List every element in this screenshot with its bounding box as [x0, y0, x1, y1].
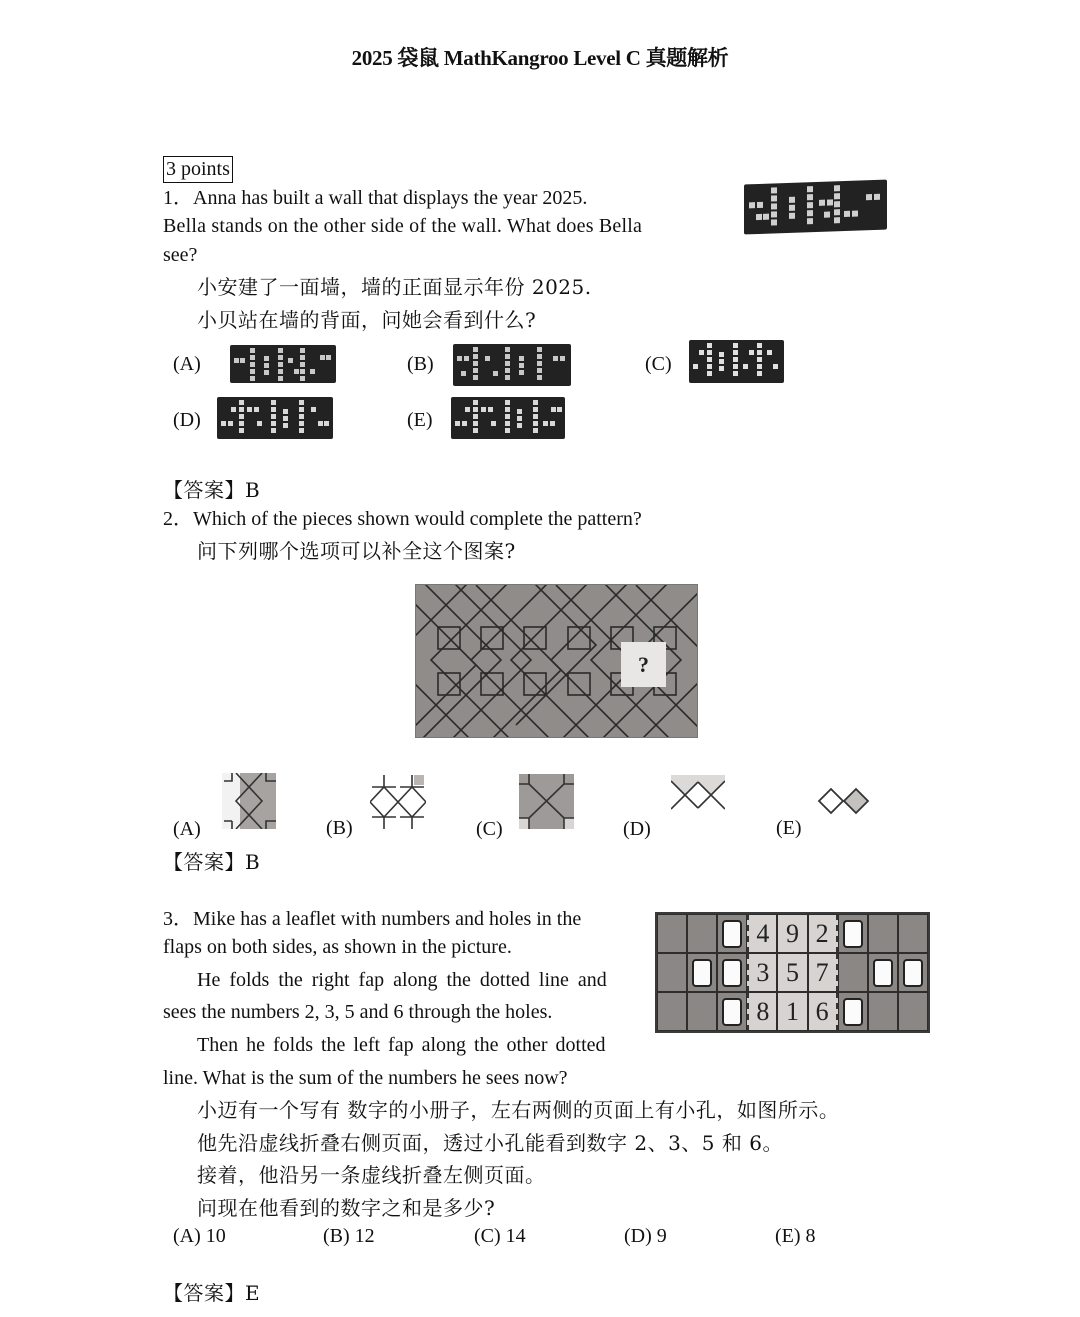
- q1-option-a-image[interactable]: [230, 345, 336, 383]
- leaflet-image: [655, 912, 930, 1033]
- page-title: 2025 袋鼠 MathKangroo Level C 真题解析: [351, 46, 729, 70]
- q3-text-line2: flaps on both sides, as shown in the picture.: [163, 936, 512, 958]
- hole-icon: [722, 920, 742, 948]
- wall-pattern-icon: [230, 345, 336, 383]
- wall-pattern-icon: [217, 397, 333, 439]
- number-cell: 4: [747, 914, 777, 953]
- hole-icon: [692, 959, 712, 987]
- q2-option-a-piece-icon[interactable]: [222, 773, 276, 829]
- q2-option-e-piece-icon[interactable]: [817, 787, 869, 815]
- flap-cell: [717, 992, 747, 1031]
- q1-option-c-image[interactable]: [689, 340, 784, 383]
- flap-cell: [838, 953, 868, 992]
- missing-piece-marker: ?: [621, 642, 666, 687]
- q3-option-b[interactable]: (B) 12: [323, 1225, 375, 1247]
- q3-answer: 【答案】E: [163, 1281, 261, 1305]
- q1-option-b-image[interactable]: [453, 344, 571, 386]
- q3-text-line3: He folds the right fap along the dotted line and: [197, 969, 607, 991]
- q2-option-c-label: (C): [476, 818, 503, 840]
- q3-option-d[interactable]: (D) 9: [624, 1225, 667, 1247]
- number-cell: 2: [808, 914, 838, 953]
- q2-cn-line1: 问下列哪个选项可以补全这个图案?: [197, 539, 516, 563]
- flap-cell: [868, 953, 898, 992]
- q1-text-line3: see?: [163, 244, 198, 266]
- q2-option-c-piece-icon[interactable]: [519, 774, 574, 829]
- wall-pattern-icon: [744, 180, 887, 235]
- q2-option-a-label: (A): [173, 818, 201, 840]
- flap-cell: [838, 914, 868, 953]
- q3-text-line4: sees the numbers 2, 3, 5 and 6 through the holes.: [163, 1001, 553, 1023]
- q3-cn-line3: 接着，他沿另一条虚线折叠左侧页面。: [197, 1163, 546, 1187]
- q2-text-line1: 2．Which of the pieces shown would complete the pattern?: [163, 508, 642, 530]
- number-cell: 5: [777, 953, 807, 992]
- hole-icon: [722, 998, 742, 1026]
- hole-icon: [722, 959, 742, 987]
- q1-option-d-image[interactable]: [217, 397, 333, 439]
- number-cell: 6: [808, 992, 838, 1031]
- points-badge: 3 points: [163, 156, 233, 183]
- q2-option-d-piece-icon[interactable]: [671, 775, 725, 815]
- q3-text-line6: line. What is the sum of the numbers he sees now?: [163, 1067, 568, 1089]
- q1-option-a-label: (A): [173, 353, 201, 375]
- number-cell: 1: [777, 992, 807, 1031]
- hole-icon: [843, 998, 863, 1026]
- hole-icon: [903, 959, 923, 987]
- flap-cell: [898, 914, 928, 953]
- q3-option-e[interactable]: (E) 8: [775, 1225, 816, 1247]
- hole-icon: [843, 920, 863, 948]
- q3-text-line1: 3．Mike has a leaflet with numbers and holes in the: [163, 908, 582, 930]
- q1-text-line1: 1．Anna has built a wall that displays the year 2025.: [163, 187, 588, 209]
- number-cell: 3: [747, 953, 777, 992]
- flap-cell: [657, 953, 687, 992]
- q2-answer: 【答案】B: [163, 850, 261, 874]
- number-cell: 9: [777, 914, 807, 953]
- wall-pattern-icon: [453, 344, 571, 386]
- flap-cell: [838, 992, 868, 1031]
- wall-2025-image: [744, 180, 887, 235]
- q1-text-line2: Bella stands on the other side of the wall. What does Bella: [163, 215, 643, 237]
- q1-option-e-image[interactable]: [451, 397, 565, 439]
- flap-cell: [868, 914, 898, 953]
- q2-option-b-label: (B): [326, 817, 353, 839]
- q3-cn-line1: 小迈有一个写有 数字的小册子，左右两侧的页面上有小孔，如图所示。: [197, 1098, 840, 1122]
- q1-cn-line2: 小贝站在墙的背面，问她会看到什么?: [197, 308, 537, 332]
- number-cell: 8: [747, 992, 777, 1031]
- q1-option-c-label: (C): [645, 353, 672, 375]
- flap-cell: [717, 914, 747, 953]
- q3-text-line5: Then he folds the left fap along the other dotted: [197, 1034, 606, 1056]
- q2-option-e-label: (E): [776, 817, 802, 839]
- q1-option-b-label: (B): [407, 353, 434, 375]
- q3-option-c[interactable]: (C) 14: [474, 1225, 526, 1247]
- q1-option-e-label: (E): [407, 409, 433, 431]
- flap-cell: [687, 914, 717, 953]
- flap-cell: [717, 953, 747, 992]
- q2-option-b-piece-icon[interactable]: [370, 775, 426, 829]
- hole-icon: [873, 959, 893, 987]
- q3-cn-line4: 问现在他看到的数字之和是多少?: [197, 1196, 496, 1220]
- tile-pattern-image: [415, 584, 698, 738]
- q1-option-d-label: (D): [173, 409, 201, 431]
- q2-option-d-label: (D): [623, 818, 651, 840]
- flap-cell: [657, 992, 687, 1031]
- wall-pattern-icon: [451, 397, 565, 439]
- q3-cn-line2: 他先沿虚线折叠右侧页面，透过小孔能看到数字 2、3、5 和 6。: [197, 1131, 783, 1155]
- q3-option-a[interactable]: (A) 10: [173, 1225, 226, 1247]
- q1-answer: 【答案】B: [163, 478, 261, 502]
- flap-cell: [657, 914, 687, 953]
- number-cell: 7: [808, 953, 838, 992]
- flap-cell: [868, 992, 898, 1031]
- wall-pattern-icon: [689, 340, 784, 383]
- flap-cell: [687, 953, 717, 992]
- flap-cell: [898, 953, 928, 992]
- flap-cell: [898, 992, 928, 1031]
- q1-cn-line1: 小安建了一面墙，墙的正面显示年份 2025.: [197, 275, 592, 299]
- flap-cell: [687, 992, 717, 1031]
